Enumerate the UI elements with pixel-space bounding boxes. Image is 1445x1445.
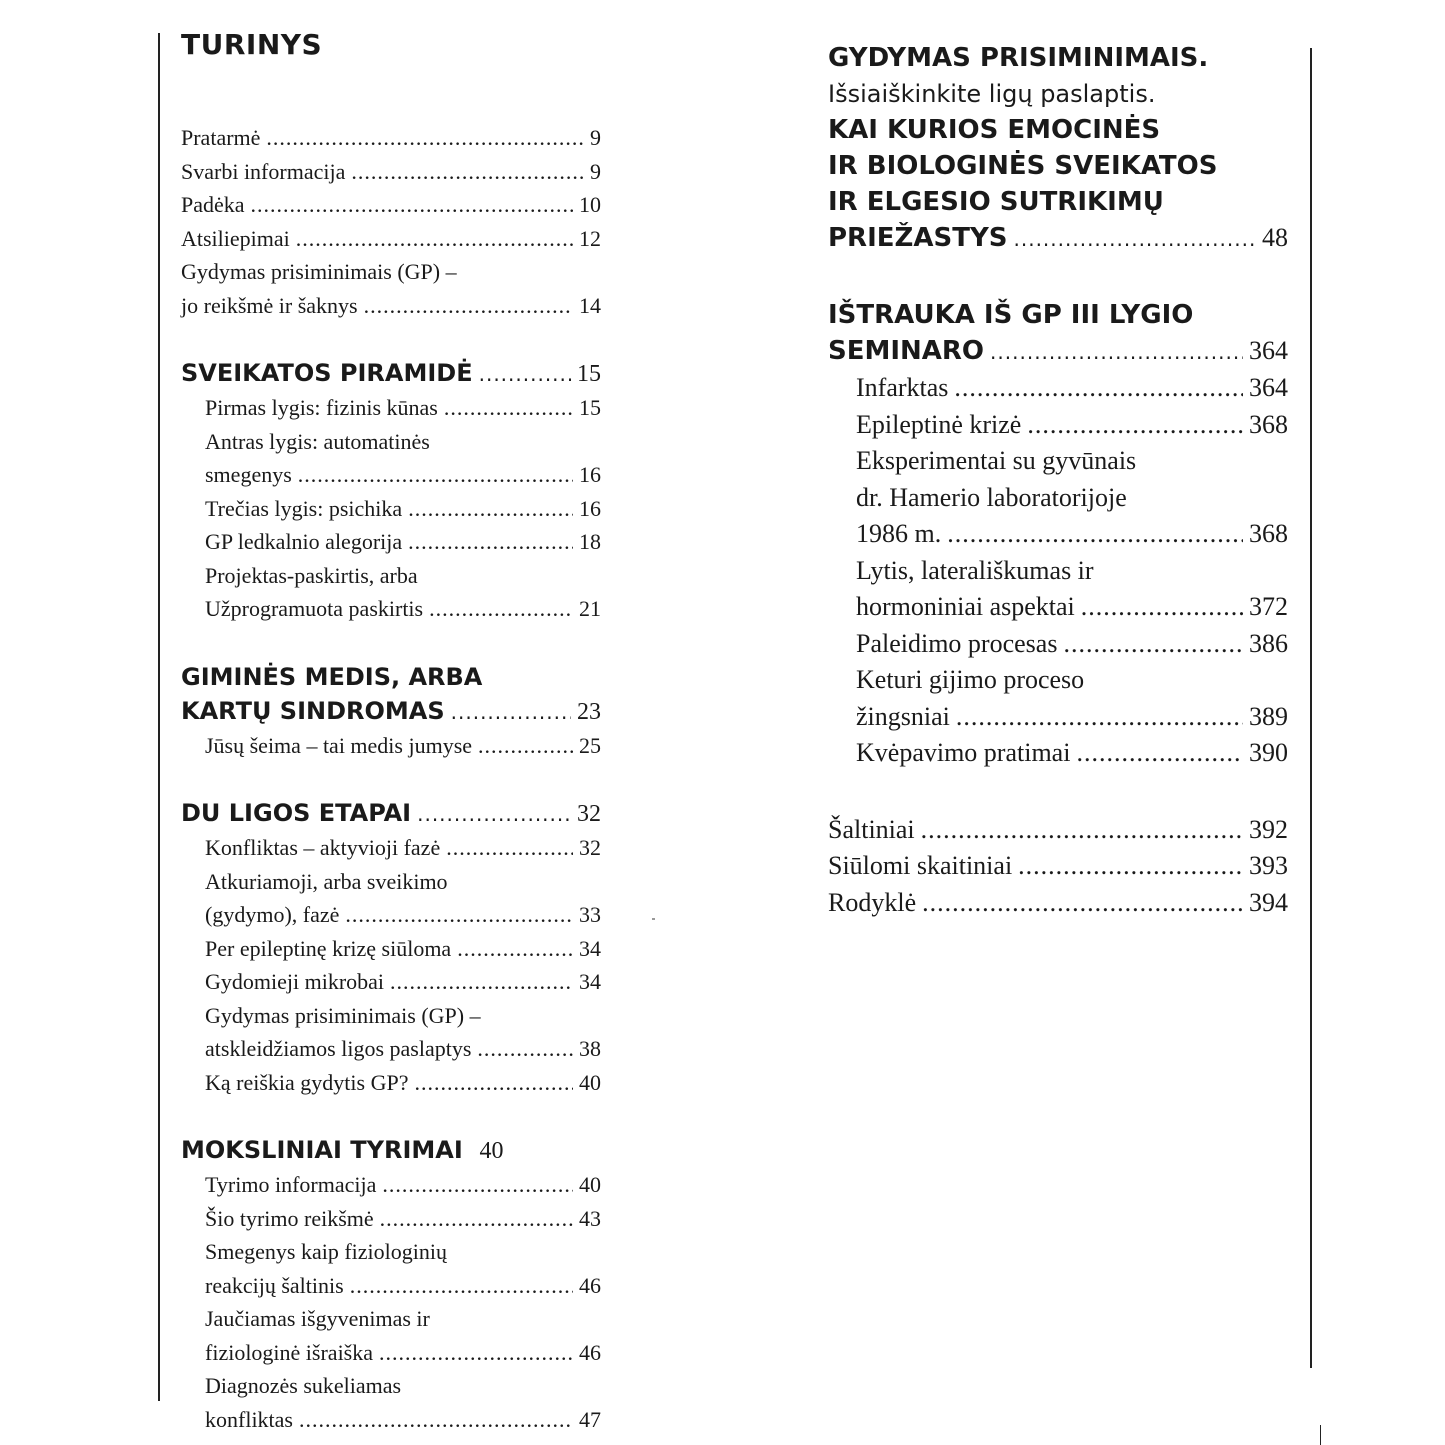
- toc-entry[interactable]: atskleidžiamos ligos paslaptys ..... 38: [181, 1032, 601, 1066]
- toc-entry-line[interactable]: Lytis, laterališkumas ir: [856, 555, 1094, 585]
- toc-entry[interactable]: Atsiliepimai ..... 12: [181, 222, 601, 256]
- toc-entry[interactable]: Epileptinė krizė ..... 368: [828, 407, 1288, 444]
- gimines-section: [181, 660, 601, 763]
- toc-entry[interactable]: Paleidimo procesas ..... 386: [828, 626, 1288, 663]
- moksliniai-section: [181, 1133, 601, 1436]
- du-section: [181, 796, 601, 1099]
- toc-entry[interactable]: 1986 m. ..... 368: [828, 516, 1288, 553]
- section-heading[interactable]: SEMINARO ..... 364: [828, 333, 1288, 370]
- toc-entry-line[interactable]: Smegenys kaip fiziologinių: [205, 1239, 447, 1264]
- toc-entry[interactable]: Per epileptinę krizę siūloma ..... 34: [181, 932, 601, 966]
- section-heading[interactable]: KARTŲ SINDROMAS ..... 23: [181, 694, 601, 729]
- section-heading-line[interactable]: GYDYMAS PRISIMINIMAIS.: [828, 43, 1209, 73]
- toc-entry-line[interactable]: Antras lygis: automatinės: [205, 428, 430, 454]
- toc-entry[interactable]: GP ledkalnio alegorija ..... 18: [181, 525, 601, 559]
- toc-right-column: [828, 40, 1288, 921]
- toc-entry[interactable]: Siūlomi skaitiniai ..... 393: [828, 848, 1288, 885]
- section-heading[interactable]: DU LIGOS ETAPAI ..... 32: [181, 796, 601, 831]
- right-margin-rule: [1310, 48, 1312, 1368]
- back-matter-section: [828, 812, 1288, 922]
- section-heading-line[interactable]: GIMINĖS MEDIS, ARBA: [181, 662, 483, 691]
- toc-entry-line[interactable]: Keturi gijimo proceso: [856, 665, 1085, 694]
- section-heading-line[interactable]: IŠTRAUKA IŠ GP III LYGIO: [828, 300, 1194, 330]
- sveikatos-section: [181, 356, 601, 626]
- section-heading-line[interactable]: IR ELGESIO SUTRIKIMŲ: [828, 187, 1164, 217]
- toc-entry-line[interactable]: Gydymas prisiminimais (GP) –: [205, 1002, 481, 1028]
- toc-entry-line[interactable]: Projektas-paskirtis, arba: [205, 562, 418, 588]
- toc-entry[interactable]: Pratarmė ..... 9: [181, 121, 601, 155]
- section-heading-line[interactable]: KAI KURIOS EMOCINĖS: [828, 115, 1161, 145]
- toc-entry-line[interactable]: Diagnozės sukeliamas: [205, 1373, 402, 1398]
- toc-entry[interactable]: Trečias lygis: psichika ..... 16: [181, 492, 601, 526]
- toc-entry[interactable]: Šaltiniai ..... 392: [828, 812, 1288, 849]
- section-heading[interactable]: MOKSLINIAI TYRIMAI 40: [181, 1136, 504, 1164]
- toc-entry-line[interactable]: dr. Hamerio laboratorijoje: [856, 482, 1127, 512]
- toc-entry[interactable]: smegenys ..... 16: [181, 458, 601, 492]
- toc-entry[interactable]: Infarktas ..... 364: [828, 370, 1288, 407]
- toc-entry[interactable]: jo reikšmė ir šaknys ..... 14: [181, 289, 601, 323]
- toc-entry[interactable]: Užprogramuota paskirtis ..... 21: [181, 592, 601, 626]
- toc-entry[interactable]: Pirmas lygis: fizinis kūnas ..... 15: [181, 391, 601, 425]
- toc-entry[interactable]: Šio tyrimo reikšmė ..... 43: [181, 1202, 601, 1236]
- toc-entry[interactable]: Gydomieji mikrobai ..... 34: [181, 965, 601, 999]
- section-heading[interactable]: PRIEŽASTYS ..... 48: [828, 220, 1288, 257]
- toc-entry[interactable]: Kvėpavimo pratimai ..... 390: [828, 735, 1288, 772]
- toc-entry[interactable]: Padėka ..... 10: [181, 188, 601, 222]
- toc-title: TURINYS: [181, 28, 323, 61]
- toc-entry[interactable]: hormoniniai aspektai ..... 372: [828, 589, 1288, 626]
- right-margin-rule-tail: [1320, 1425, 1321, 1445]
- toc-entry[interactable]: fiziologinė išraiška ..... 46: [181, 1336, 601, 1370]
- gp-section: [828, 40, 1288, 257]
- toc-entry-line[interactable]: Eksperimentai su gyvūnais: [856, 446, 1137, 475]
- toc-left-column: [181, 20, 601, 1436]
- toc-entry[interactable]: Jūsų šeima – tai medis jumyse ..... 25: [181, 729, 601, 763]
- toc-entry[interactable]: Rodyklė ..... 394: [828, 885, 1288, 922]
- toc-entry[interactable]: Tyrimo informacija ..... 40: [181, 1168, 601, 1202]
- toc-entry-line[interactable]: Atkuriamoji, arba sveikimo: [205, 868, 448, 894]
- toc-entry[interactable]: konfliktas ..... 47: [181, 1403, 601, 1437]
- left-margin-rule: [158, 33, 160, 1401]
- section-heading-line[interactable]: IR BIOLOGINĖS SVEIKATOS: [828, 151, 1218, 181]
- toc-entry[interactable]: žingsniai ..... 389: [828, 699, 1288, 736]
- toc-entry[interactable]: Konfliktas – aktyvioji fazė ..... 32: [181, 831, 601, 865]
- section-heading[interactable]: SVEIKATOS PIRAMIDĖ ..... 15: [181, 356, 601, 391]
- toc-entry[interactable]: (gydymo), fazė ..... 33: [181, 898, 601, 932]
- toc-entry[interactable]: Svarbi informacija ..... 9: [181, 155, 601, 189]
- print-speck: [652, 918, 655, 920]
- section-subheading[interactable]: Išsiaiškinkite ligų paslaptis.: [828, 80, 1156, 108]
- toc-entry-line[interactable]: Jaučiamas išgyvenimas ir: [205, 1306, 430, 1331]
- toc-entry-line[interactable]: Gydymas prisiminimais (GP) –: [181, 259, 457, 284]
- istrauka-section: [828, 297, 1288, 772]
- toc-entry[interactable]: Ką reiškia gydytis GP? ..... 40: [181, 1066, 601, 1100]
- toc-entry[interactable]: reakcijų šaltinis ..... 46: [181, 1269, 601, 1303]
- intro-section: [181, 121, 601, 322]
